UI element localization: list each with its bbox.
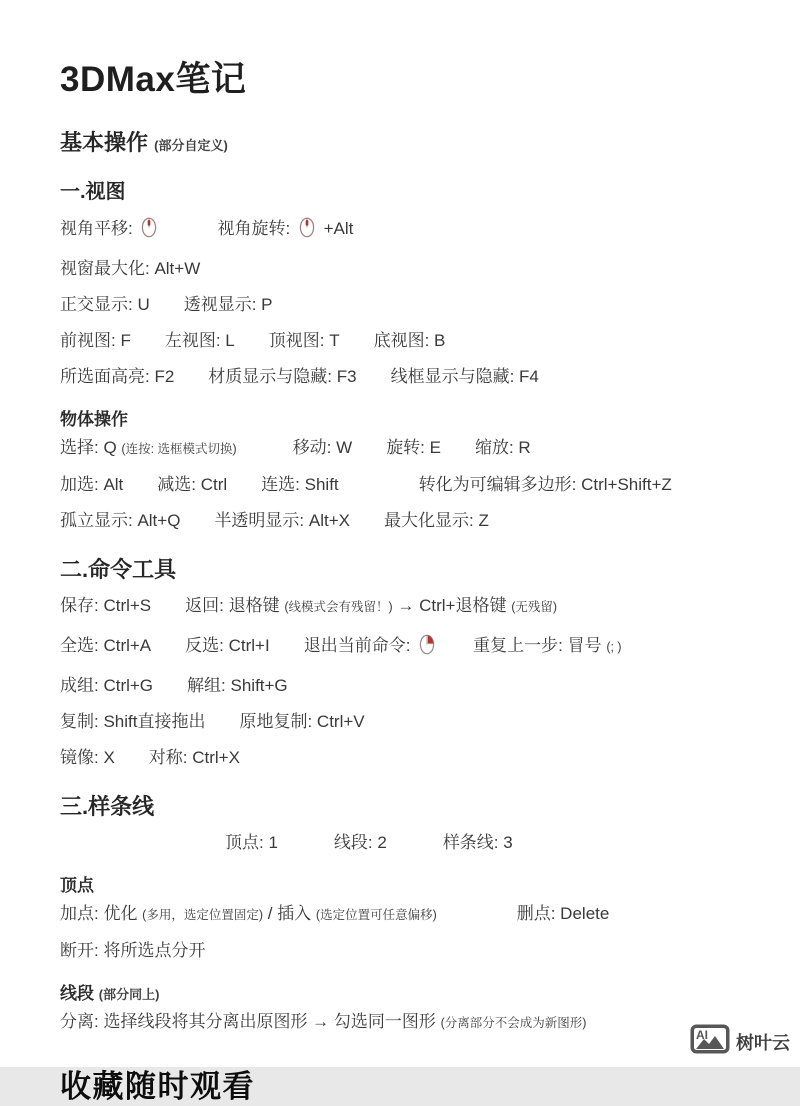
note-line xyxy=(60,596,748,617)
note-line xyxy=(60,833,748,853)
ai-image-icon xyxy=(690,1024,730,1059)
subsection-heading-text: 一.视图 xyxy=(60,181,126,203)
note-text: 视角平移: xyxy=(60,219,138,238)
note-text: 样条线: 3 xyxy=(442,833,513,852)
note-text: 分离: 选择线段将其分离出原图形 → 勾选同一图形 xyxy=(60,1012,441,1031)
subsection-heading xyxy=(60,175,748,204)
note-text: 复制: Shift直接拖出 xyxy=(60,712,206,731)
note-text: 原地复制: Ctrl+V xyxy=(239,712,365,731)
note-text: 连选: Shift xyxy=(261,475,339,494)
note-line xyxy=(60,331,748,351)
note-line xyxy=(60,676,748,696)
subheading xyxy=(60,871,748,896)
note-annotation: (连按: 选框模式切换) xyxy=(121,442,237,456)
note-text: 视窗最大化: Alt+W xyxy=(60,259,201,278)
note-annotation: (无残留) xyxy=(511,600,558,614)
page-title xyxy=(60,52,748,102)
footer-heading-text: 收藏随时观看 xyxy=(60,1069,255,1104)
section-heading-note: (部分自定义) xyxy=(154,138,228,153)
note-line xyxy=(60,904,748,925)
note-line xyxy=(60,748,748,768)
note-text: 所选面高亮: F2 xyxy=(60,367,175,386)
watermark-label: 树叶云 xyxy=(736,1032,790,1053)
note-text: 底视图: B xyxy=(373,331,446,350)
note-text: 返回: 退格键 xyxy=(185,596,285,615)
section-heading-text: 二.命令工具 xyxy=(60,557,177,582)
note-text: 退出当前命令: xyxy=(303,636,416,655)
note-line xyxy=(60,633,748,660)
note-text: 对称: Ctrl+X xyxy=(148,748,240,767)
note-text: 材质显示与隐藏: F3 xyxy=(208,367,357,386)
note-annotation: (线模式会有残留！) xyxy=(284,600,393,614)
note-text: 前视图: F xyxy=(60,331,131,350)
note-line xyxy=(60,295,748,315)
note-text: 成组: Ctrl+G xyxy=(60,676,154,695)
note-text: 缩放: R xyxy=(474,438,531,457)
section-heading xyxy=(60,126,748,157)
note-line xyxy=(60,438,748,459)
note-annotation: (分离部分不会成为新图形) xyxy=(440,1016,587,1030)
note-text: 反选: Ctrl+I xyxy=(185,636,270,655)
mouse-middle-click-icon xyxy=(299,216,315,243)
note-text: 断开: 将所选点分开 xyxy=(60,941,206,960)
subheading xyxy=(60,979,748,1004)
note-line xyxy=(60,941,748,961)
svg-text:AI: AI xyxy=(696,1028,708,1042)
note-text: 减选: Ctrl xyxy=(157,475,228,494)
watermark xyxy=(690,1024,790,1059)
note-text: 顶视图: T xyxy=(268,331,340,350)
note-text: → Ctrl+退格键 xyxy=(392,596,512,615)
note-text: 转化为可编辑多边形: Ctrl+Shift+Z xyxy=(418,475,672,494)
section-heading-text: 基本操作 xyxy=(60,130,155,155)
note-annotation: (; ) xyxy=(606,640,622,654)
note-text: 加点: 优化 xyxy=(60,904,143,923)
note-text: 移动: W xyxy=(292,438,353,457)
note-text: 全选: Ctrl+A xyxy=(60,636,152,655)
note-text: 孤立显示: Alt+Q xyxy=(60,511,181,530)
note-text: / 插入 xyxy=(263,904,316,923)
note-line xyxy=(60,475,748,495)
subheading-text: 顶点 xyxy=(60,876,94,895)
note-text: 旋转: E xyxy=(386,438,441,457)
note-annotation: (多用，选定位置固定) xyxy=(142,908,263,922)
note-text: 线框显示与隐藏: F4 xyxy=(390,367,539,386)
note-text: 保存: Ctrl+S xyxy=(60,596,152,615)
note-text: 镜像: X xyxy=(60,748,115,767)
note-line xyxy=(60,1012,748,1033)
subheading xyxy=(60,405,748,430)
note-line xyxy=(60,259,748,279)
note-text: 正交显示: U xyxy=(60,295,150,314)
note-line xyxy=(60,712,748,732)
note-annotation: (选定位置可任意偏移) xyxy=(315,908,437,922)
note-text: 最大化显示: Z xyxy=(384,511,489,530)
note-text: +Alt xyxy=(318,219,354,238)
mouse-right-click-icon xyxy=(419,633,435,660)
note-text: 选择: Q xyxy=(60,438,122,457)
note-text: 解组: Shift+G xyxy=(187,676,288,695)
note-text: 左视图: L xyxy=(164,331,235,350)
note-text: 透视显示: P xyxy=(183,295,273,314)
section-heading xyxy=(60,553,748,584)
page-title-text: 3DMax笔记 xyxy=(60,60,247,99)
note-text: 线段: 2 xyxy=(333,833,387,852)
section-heading-text: 三.样条线 xyxy=(60,794,155,819)
note-text: 半透明显示: Alt+X xyxy=(214,511,350,530)
note-line xyxy=(60,216,748,243)
note-text: 视角旋转: xyxy=(217,219,295,238)
section-heading xyxy=(60,790,748,821)
mouse-middle-click-icon xyxy=(141,216,157,243)
note-text: 删点: Delete xyxy=(516,904,610,923)
subheading-text: 线段 xyxy=(60,984,99,1003)
note-line xyxy=(60,511,748,531)
note-text: 顶点: 1 xyxy=(225,833,278,852)
subheading-text: 物体操作 xyxy=(60,410,128,429)
note-line xyxy=(60,367,748,387)
subheading-note: (部分同上) xyxy=(98,987,160,1002)
note-text: 重复上一步: 冒号 xyxy=(473,636,607,655)
note-text: 加选: Alt xyxy=(60,475,124,494)
footer-heading xyxy=(60,1061,748,1106)
